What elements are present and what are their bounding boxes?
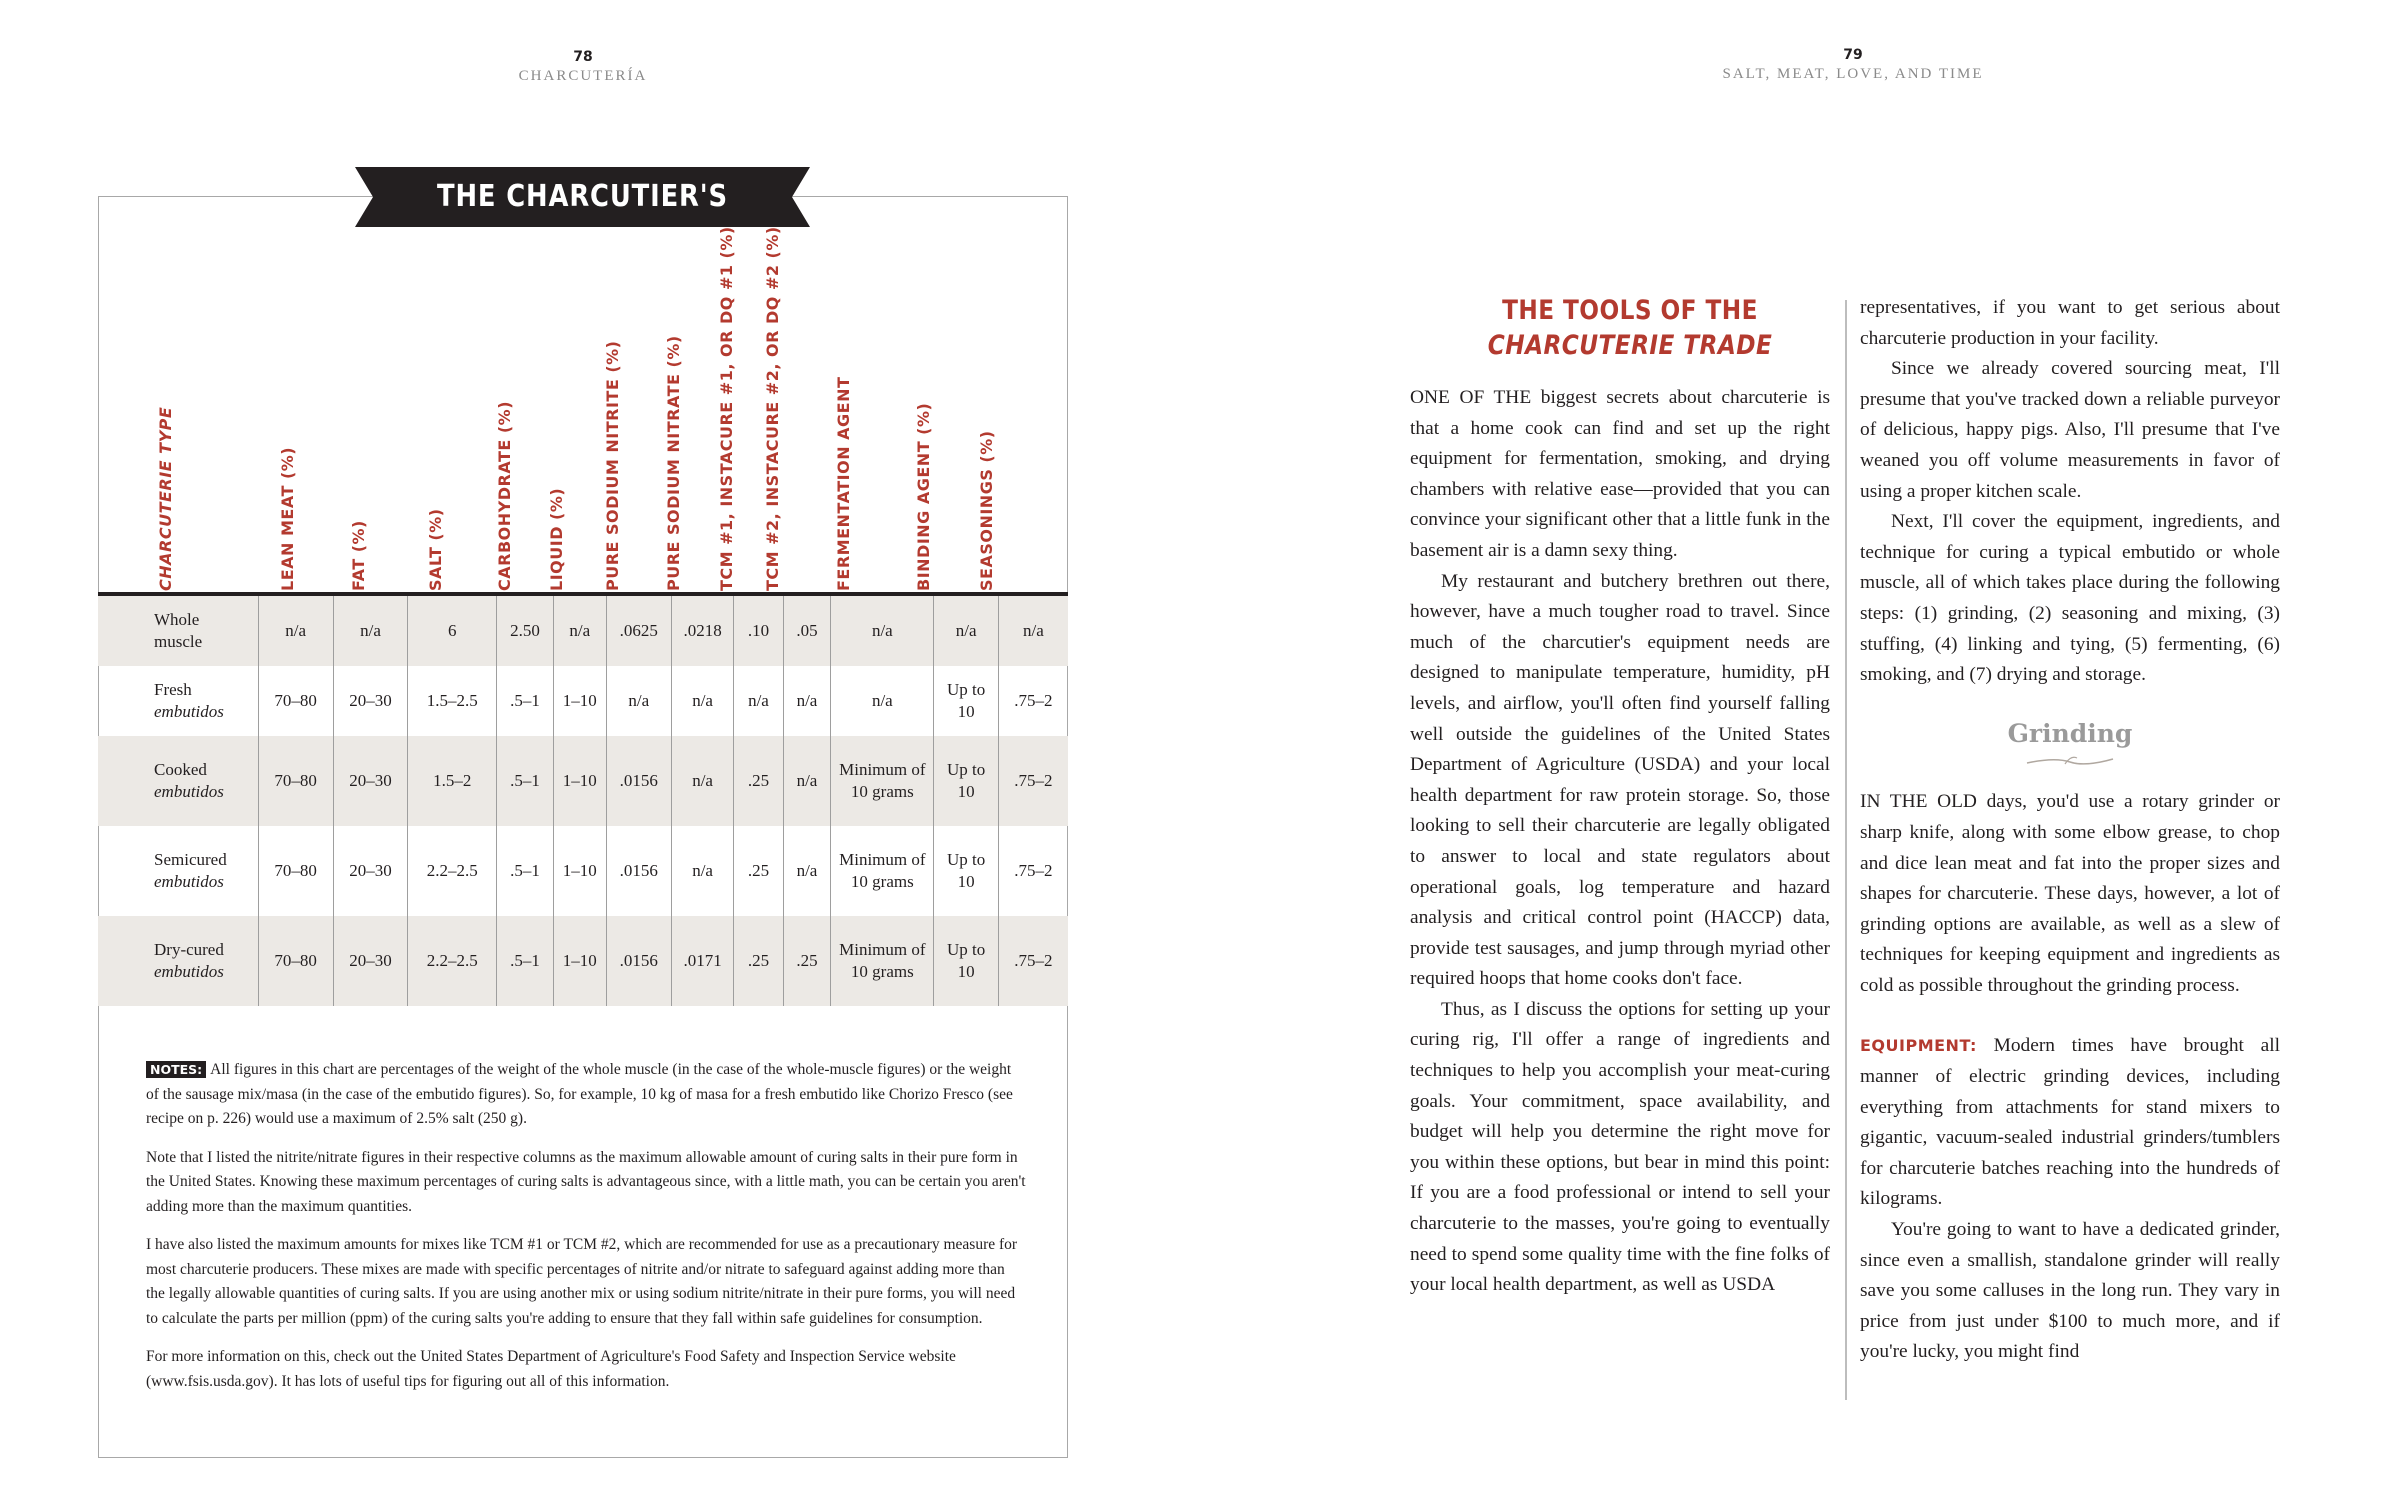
table-cell: 1–10	[553, 826, 606, 916]
section-heading	[1471, 293, 1789, 363]
page-number: 79	[1843, 47, 1863, 63]
table-cell: 70–80	[258, 736, 333, 826]
table-cell: Minimum of 10 grams	[831, 826, 934, 916]
note-paragraph: I have also listed the maximum amounts for mixes like TCM #1 or TCM #2, which are recommended for use as a precautionary measure for most charcuterie producers. These mixes are made with specific percentages of nitrite and/or nitrate to safeguard against adding more than the legally allowable quantities of curing salts. If you are using another mix or using sodium nitrite/nitrate in their pure forms, you will need to calculate the parts per million (ppm) of the curing salts you're adding to ensure that they fall within safe guidelines for consumption.	[146, 1236, 1018, 1327]
table-cell: 1–10	[553, 666, 606, 736]
column-header: SEASONINGS (%)	[977, 430, 996, 591]
table-cell: .05	[783, 596, 830, 666]
folio-left	[383, 48, 783, 86]
table-cell: n/a	[553, 596, 606, 666]
equipment-paragraph: EQUIPMENT: Modern times have brought all manner of electric grinding devices, including everything from attachments for stand mixers to gigantic, vacuum-sealed industrial grinders/tumblers for charcuterie batches reaching into the hundreds of kilograms.	[1860, 1035, 2280, 1210]
article-column-1	[1410, 383, 1830, 1301]
table-cell: .5–1	[497, 826, 554, 916]
table-cell: .75–2	[998, 916, 1068, 1006]
table-cell: 2.50	[497, 596, 554, 666]
table-cell: Up to 10	[934, 736, 998, 826]
table-cell: .0625	[606, 596, 671, 666]
table-cell: n/a	[333, 596, 408, 666]
table-cell: n/a	[671, 736, 733, 826]
column-header: LIQUID (%)	[547, 487, 566, 591]
body-paragraph: ONE OF THE biggest secrets about charcuterie is that a home cook can find and set up the right equipment for fermentation, smoking, and drying chambers with relative ease—provided that you can convince your significant other that a little funk in the basement air is a damn sexy thing.	[1410, 387, 1830, 561]
table-cell: .25	[734, 736, 784, 826]
table-row	[98, 826, 1068, 916]
charcutier-percentage-table	[98, 596, 1068, 1006]
page-number: 78	[573, 49, 593, 65]
table-cell: n/a	[998, 596, 1068, 666]
table-cell: 2.2–2.5	[408, 916, 497, 1006]
chart-banner	[355, 167, 810, 274]
body-paragraph: Thus, as I discuss the options for setting up your curing rig, I'll offer a range of ingredients and techniques to help you accomplish your meat-curing goals. Your commitment, space availability, and budget will help you determine the right move for you within these options, but bear in mind this point: If you are a food professional or intend to sell your charcuterie to the masses, you're going to eventually need to spend some quality time with the fine folks of your local health department, as well as USDA	[1410, 998, 1830, 1296]
note-paragraph: For more information on this, check out the United States Department of Agriculture's Food Safety and Inspection Service website (www.fsis.usda.gov). It has lots of useful tips for figuring out all of this information.	[146, 1348, 956, 1390]
column-header: LEAN MEAT (%)	[278, 446, 297, 591]
table-cell: 70–80	[258, 826, 333, 916]
table-cell: .5–1	[497, 666, 554, 736]
table-cell: Up to 10	[934, 666, 998, 736]
table-cell: .10	[734, 596, 784, 666]
table-cell: 1.5–2.5	[408, 666, 497, 736]
table-cell: n/a	[934, 596, 998, 666]
table-cell: Minimum of 10 grams	[831, 916, 934, 1006]
body-paragraph: You're going to want to have a dedicated grinder, since even a smallish, standalone grinder will really save you some calluses in the long run. They vary in price from just under $100 to much more, and if you're lucky, you might find	[1860, 1219, 2280, 1363]
table-cell: n/a	[831, 596, 934, 666]
body-paragraph: representatives, if you want to get serious about charcuterie production in your facility.	[1860, 297, 2280, 349]
table-cell: .0218	[671, 596, 733, 666]
row-type-cell: Fresh embutidos	[154, 680, 224, 721]
running-head: CHARCUTERÍA	[518, 68, 648, 84]
column-header: CHARCUTERIE TYPE	[156, 406, 175, 591]
column-divider	[1845, 300, 1847, 1400]
table-cell: 6	[408, 596, 497, 666]
section-heading-line1: THE TOOLS OF THE	[1502, 295, 1758, 326]
table-cell: .5–1	[497, 916, 554, 1006]
notes-badge: NOTES:	[146, 1061, 206, 1078]
table-cell: .25	[783, 916, 830, 1006]
row-type-cell: Whole muscle	[98, 596, 258, 666]
chart-title: THE CHARCUTIER'S PERCENTAGE	[437, 179, 728, 274]
table-cell: n/a	[671, 666, 733, 736]
table-cell: 1.5–2	[408, 736, 497, 826]
body-paragraph: My restaurant and butchery brethren out there, however, have a much tougher road to travel. Since much of the charcutier's equipment needs are designed to manipulate temperature, humidity, pH levels, and airflow, you'll often find yourself falling well outside the guidelines of the United States Department of Agriculture (USDA) and your local health department for raw protein storage. So, those looking to sell their charcuterie are legally obligated to answer to local and state regulators about operational goals, log temperature and hazard analysis and critical control point (HACCP) data, provide test sausages, and jump through myriad other required hoops that home cooks don't face.	[1410, 570, 1830, 990]
table-cell: .75–2	[998, 666, 1068, 736]
table-cell: n/a	[783, 826, 830, 916]
table-cell: .0156	[606, 916, 671, 1006]
table-row	[98, 666, 1068, 736]
table-cell: Up to 10	[934, 826, 998, 916]
body-paragraph: IN THE OLD days, you'd use a rotary grinder or sharp knife, along with some elbow grease, to chop and dice lean meat and fat into the proper sizes and shapes for charcuterie. These days, however, a lot of grinding options are available, as well as a slew of techniques for keeping equipment and ingredients as cold as possible throughout the grinding process.	[1860, 791, 2280, 996]
folio-right	[1653, 46, 2053, 84]
article-column-2	[1860, 293, 2280, 1368]
table-cell: 20–30	[333, 826, 408, 916]
chart-notes	[146, 1058, 1026, 1408]
table-cell: .0156	[606, 736, 671, 826]
body-paragraph: Since we already covered sourcing meat, I'll presume that you've tracked down a reliable purveyor of delicious, happy pigs. Also, I'll presume that I've weaned you off volume measurements in favor of using a proper kitchen scale.	[1860, 358, 2280, 502]
column-header: PURE SODIUM NITRATE (%)	[664, 335, 683, 591]
column-header: BINDING AGENT (%)	[914, 402, 933, 591]
note-paragraph: Note that I listed the nitrite/nitrate figures in their respective columns as the maximum allowable amount of curing salts in their pure form in the United States. Knowing these maximum percentages of curing salts is advantageous since, with a little math, you can be certain you aren't adding more than the maximum quantities.	[146, 1148, 1026, 1215]
column-header: TCM #2, INSTACURE #2, OR DQ #2 (%)	[763, 226, 782, 591]
table-cell: 2.2–2.5	[408, 826, 497, 916]
body-paragraph: Next, I'll cover the equipment, ingredients, and technique for curing a typical embutido or whole muscle, all of which takes place during the following steps: (1) grinding, (2) seasoning and mixing, (3) stuffing, (4) linking and tying, (5) fermenting, (6) smoking, and (7) drying and storage.	[1860, 511, 2280, 686]
table-row	[98, 596, 1068, 666]
row-type-cell: Semicured embutidos	[154, 850, 227, 891]
table-cell: 70–80	[258, 916, 333, 1006]
table-cell: n/a	[783, 666, 830, 736]
table-cell: 70–80	[258, 666, 333, 736]
row-type-cell: Dry-cured embutidos	[98, 916, 258, 1006]
table-cell: n/a	[783, 736, 830, 826]
running-head: SALT, MEAT, LOVE, AND TIME	[1722, 66, 1984, 82]
table-row	[98, 736, 1068, 826]
table-cell: 20–30	[333, 916, 408, 1006]
table-cell: .25	[734, 916, 784, 1006]
table-cell: .25	[734, 826, 784, 916]
table-cell: n/a	[734, 666, 784, 736]
flourish-ornament	[2025, 753, 2115, 769]
table-cell: .0171	[671, 916, 733, 1006]
table-cell: .75–2	[998, 736, 1068, 826]
table-cell: 1–10	[553, 916, 606, 1006]
subhead-grinding: Grinding	[2007, 718, 2133, 748]
table-cell: n/a	[831, 666, 934, 736]
equipment-label: EQUIPMENT:	[1860, 1036, 1977, 1056]
column-header: FAT (%)	[349, 520, 368, 591]
table-cell: Minimum of 10 grams	[831, 736, 934, 826]
table-row	[98, 916, 1068, 1006]
table-cell: n/a	[258, 596, 333, 666]
note-paragraph: NOTES: All figures in this chart are percentages of the weight of the whole muscle (in the case of the whole-muscle figures) or the weight of the sausage mix/masa (in the case of the embutido figures). So, for example, 10 kg of masa for a fresh embutido like Chorizo Fresco (see recipe on p. 226) would use a maximum of 2.5% salt (250 g).	[146, 1061, 1013, 1127]
table-cell: n/a	[671, 826, 733, 916]
column-header: SALT (%)	[426, 508, 445, 591]
table-cell: 1–10	[553, 736, 606, 826]
column-header: PURE SODIUM NITRITE (%)	[603, 340, 622, 591]
row-type-cell: Cooked embutidos	[98, 736, 258, 826]
table-cell: n/a	[606, 666, 671, 736]
table-cell: 20–30	[333, 666, 408, 736]
section-heading-line2: CHARCUTERIE TRADE	[1487, 330, 1773, 361]
table-cell: Up to 10	[934, 916, 998, 1006]
table-cell: 20–30	[333, 736, 408, 826]
table-cell: .75–2	[998, 826, 1068, 916]
table-cell: .5–1	[497, 736, 554, 826]
table-cell: .0156	[606, 826, 671, 916]
column-header: TCM #1, INSTACURE #1, OR DQ #1 (%)	[717, 226, 736, 591]
column-header: CARBOHYDRATE (%)	[495, 400, 514, 591]
column-header: FERMENTATION AGENT	[834, 376, 853, 591]
